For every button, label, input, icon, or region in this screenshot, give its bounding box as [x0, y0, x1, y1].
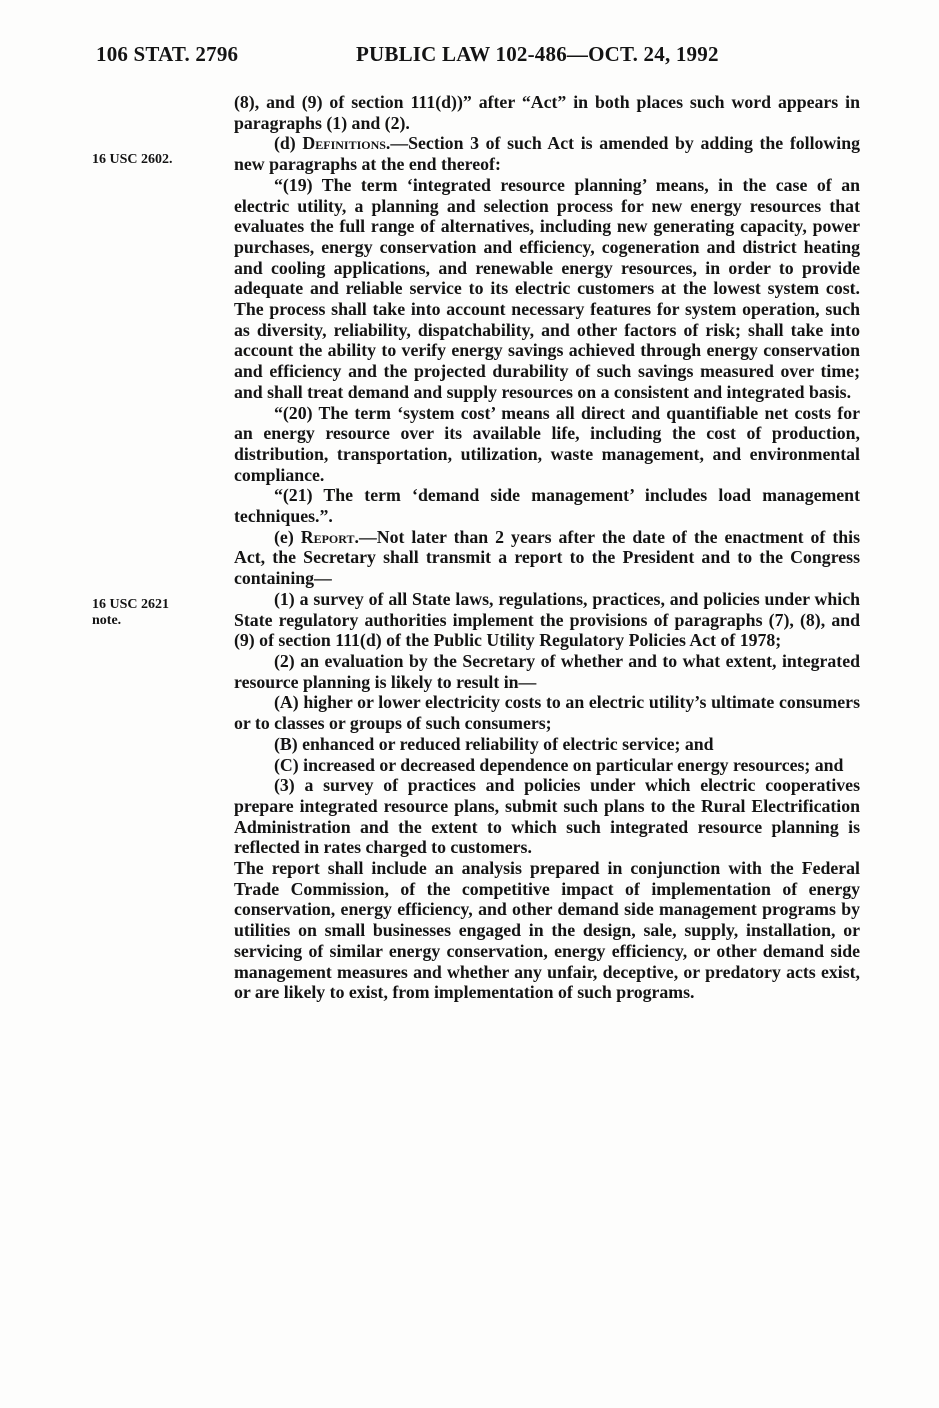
- subsection-e-text: .—Not later than 2 years after the date of the enactment of this Act, the Secretary shall transmit a report to the President and to the Congress containing—: [234, 526, 860, 589]
- statute-body: [234, 92, 860, 1003]
- report-item-2a: (A) higher or lower electricity costs to an electric utility’s ultimate consumers or to classes or groups of such consumers;: [234, 692, 860, 734]
- margin-note-usc-2621: 16 USC 2621: [92, 597, 170, 612]
- subsection-e: [234, 527, 860, 589]
- subsection-d: [234, 133, 860, 174]
- report-item-1: (1) a survey of all State laws, regulations, practices, and policies under which State regulatory authorities implement the provisions of paragraphs (7), (8), and (9) of section 111(d) of the Public Utility Regulatory Policies Act of 1978;: [234, 588, 860, 651]
- report-item-3: (3) a survey of practices and policies under which electric cooperatives prepare integrated resource plans, submit such plans to the Rural Electrification Administration and the extent to which such integrated resource planning is reflected in rates charged to customers.: [234, 775, 860, 858]
- paragraph-19-text: “(19) The term ‘integrated resource planning’ means, in the case of an electric utility, a planning and selection process for new energy resources that evaluates the full range of alternatives, including new generating capacity, power purchases, energy conservation and efficiency, cogeneration and district heating and cooling applications, and renewable energy resources, in order to provide adequate and reliable service to its electric customers at the lowest system cost. The process shall take into account necessary features for system operation, such as diversity, reliability, dispatchability, and other factors of risk; shall take into account the ability to verify energy savings achieved through energy conservation and efficiency and the projected durability of such savings measured over time; and shall treat demand and supply resources on a consistent and integrated basis.: [234, 174, 860, 402]
- report-item-2b: (B) enhanced or reduced reliability of electric service; and: [274, 733, 714, 754]
- paragraph-19: [194, 175, 860, 403]
- statute-page-number: 106 STAT. 2796: [96, 42, 239, 66]
- margin-note-note: note.: [92, 613, 122, 628]
- margin-note-usc-2602: 16 USC 2602.: [92, 152, 173, 167]
- report-item-2: (2) an evaluation by the Secretary of whether and to what extent, integrated resource planning is likely to result in—: [234, 650, 860, 692]
- paragraph-21-text: “(21) The term ‘demand side management’ includes load management techniques.”.: [234, 485, 860, 527]
- paragraph-20-text: “(20) The term ‘system cost’ means all direct and quantifiable net costs for an energy resource over its available life, including the cost of production, distribution, transportation, utilization, waste management, and environmental compliance.: [234, 402, 860, 485]
- report-item-2c: (C) increased or decreased dependence on particular energy resources; and: [274, 754, 844, 775]
- subsection-e-lead: (e): [274, 526, 301, 547]
- closing-paragraph: The report shall include an analysis prepared in conjunction with the Federal Trade Commission, of the competitive impact of implementation of energy conservation, energy efficiency, and other demand side management programs by utilities on small businesses engaged in the design, sale, supply, installation, or servicing of similar energy conservation, energy efficiency, or other demand side management measures and whether any unfair, deceptive, or predatory acts exist, or are likely to exist, from implementation of such programs.: [234, 858, 860, 1003]
- subsection-d-text: .—Section 3 of such Act is amended by adding the following new paragraphs at the end thereof:: [234, 133, 860, 175]
- paragraph-21: [194, 485, 860, 526]
- paragraph-continuation: (8), and (9) of section 111(d))” after “Act” in both places such word appears in paragraphs (1) and (2).: [234, 92, 860, 133]
- subsection-d-lead: (d): [274, 133, 303, 154]
- paragraph-20: [194, 403, 860, 486]
- subsection-d-heading: Definitions: [302, 133, 386, 154]
- running-header-title: PUBLIC LAW 102-486—OCT. 24, 1992: [356, 42, 719, 66]
- subsection-e-heading: Report: [300, 526, 355, 547]
